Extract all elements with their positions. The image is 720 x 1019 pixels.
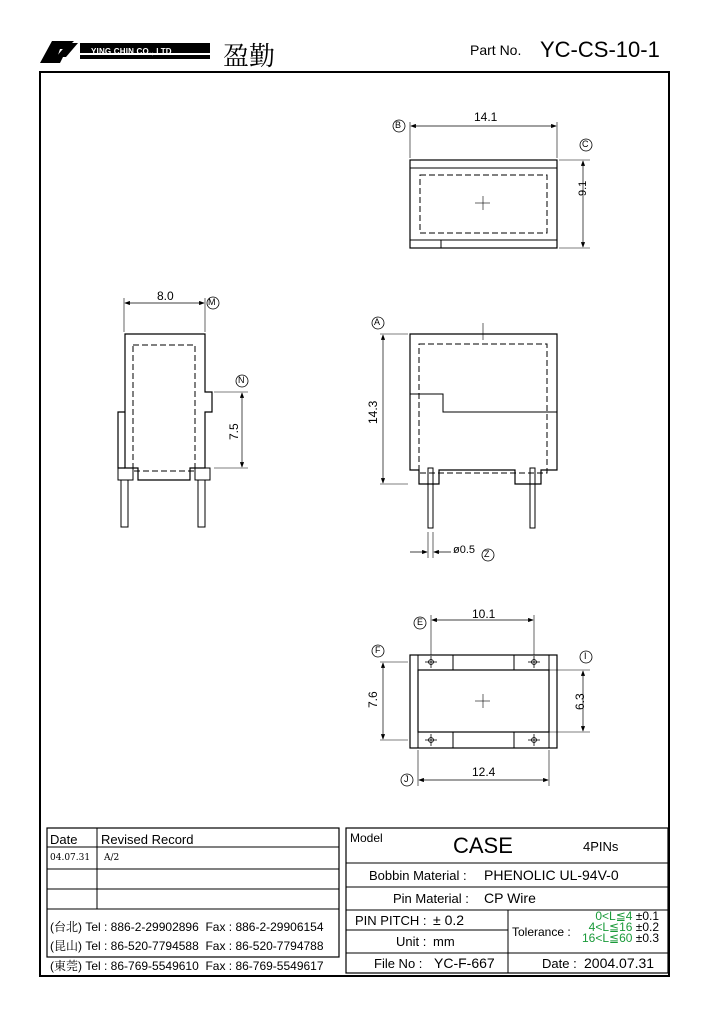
model-label: Model: [350, 831, 383, 845]
contact-row: [50, 957, 324, 974]
ref-e: E: [417, 617, 424, 627]
contact-tel: Tel : 886-2-29902896: [85, 920, 199, 934]
unit-label: Unit :: [396, 934, 427, 949]
ref-f: F: [375, 645, 381, 655]
pin-pitch-label: PIN PITCH :: [355, 913, 427, 928]
contact-row: [50, 918, 324, 935]
file-no-label: File No :: [374, 956, 423, 971]
ref-a: A: [374, 317, 381, 327]
contact-fax: Fax : 886-2-29906154: [205, 920, 324, 934]
tolerance-range: 16<L≦60: [582, 931, 633, 945]
company-name: YING CHIN CO., LTD: [91, 47, 172, 56]
file-no: YC-F-667: [434, 955, 495, 971]
contact-row: [50, 937, 324, 954]
ref-n: N: [238, 375, 245, 385]
dim-top-depth: 9.1: [577, 180, 589, 196]
dim-side-width: 8.0: [157, 289, 174, 303]
dim-side-pin-height: 7.5: [227, 423, 241, 440]
part-number: YC-CS-10-1: [540, 37, 660, 62]
ref-j: J: [404, 774, 409, 784]
dim-pin-diameter: ø0.5: [453, 544, 476, 556]
tolerance-value: ±0.2: [635, 920, 660, 934]
tolerance-range: 4<L≦16: [588, 920, 633, 934]
revision-row-record: A/2: [104, 853, 120, 863]
tolerance-value: ±0.1: [635, 909, 660, 923]
top-view: [393, 120, 592, 248]
front-view: [372, 317, 557, 561]
bottom-view: [372, 615, 592, 786]
part-number-label: Part No.: [470, 42, 522, 58]
dim-pin-pitch-y: 7.6: [366, 691, 380, 708]
bobbin-material: PHENOLIC UL-94V-0: [484, 867, 619, 883]
date-value: 2004.07.31: [584, 955, 655, 971]
revision-row-date: 04.07.31: [50, 853, 91, 863]
ref-m: M: [208, 297, 216, 307]
tolerance-range: 0<L≦4: [595, 909, 633, 923]
ref-i: I: [584, 651, 587, 661]
pin-count: 4PINs: [583, 839, 619, 854]
tolerance-value: ±0.3: [635, 931, 660, 945]
tolerance-row: [582, 933, 659, 944]
unit: mm: [433, 934, 455, 949]
model-value: CASE: [453, 833, 513, 858]
dim-body-length: 12.4: [472, 765, 496, 779]
revision-date-header: Date: [50, 832, 78, 847]
ref-b: B: [395, 120, 402, 130]
contact-city: (台北): [50, 920, 82, 934]
contact-fax: Fax : 86-769-5549617: [205, 959, 324, 973]
dim-inner: 6.3: [573, 693, 587, 710]
ref-c: C: [582, 139, 589, 149]
pin-material-label: Pin Material :: [393, 891, 469, 906]
revision-record-header: Revised Record: [101, 832, 194, 847]
tolerance-list: [582, 911, 659, 944]
dim-top-width: 14.1: [474, 110, 498, 124]
pin-pitch: ± 0.2: [433, 912, 465, 928]
contact-fax: Fax : 86-520-7794788: [205, 939, 324, 953]
contact-city: (東莞): [50, 959, 82, 973]
contact-tel: Tel : 86-769-5549610: [85, 959, 199, 973]
contact-tel: Tel : 86-520-7794588: [85, 939, 199, 953]
ref-z: Z: [484, 549, 490, 559]
contact-city: (昆山): [50, 939, 82, 953]
pin-material: CP Wire: [484, 890, 536, 906]
bobbin-material-label: Bobbin Material :: [369, 868, 467, 883]
tolerance-label: Tolerance :: [512, 925, 571, 939]
dim-front-height: 14.3: [366, 400, 380, 424]
dim-pin-pitch-x: 10.1: [472, 607, 496, 621]
side-view: [118, 297, 248, 527]
company-name-cn: 盈勤: [223, 42, 276, 72]
date-label: Date :: [542, 956, 577, 971]
